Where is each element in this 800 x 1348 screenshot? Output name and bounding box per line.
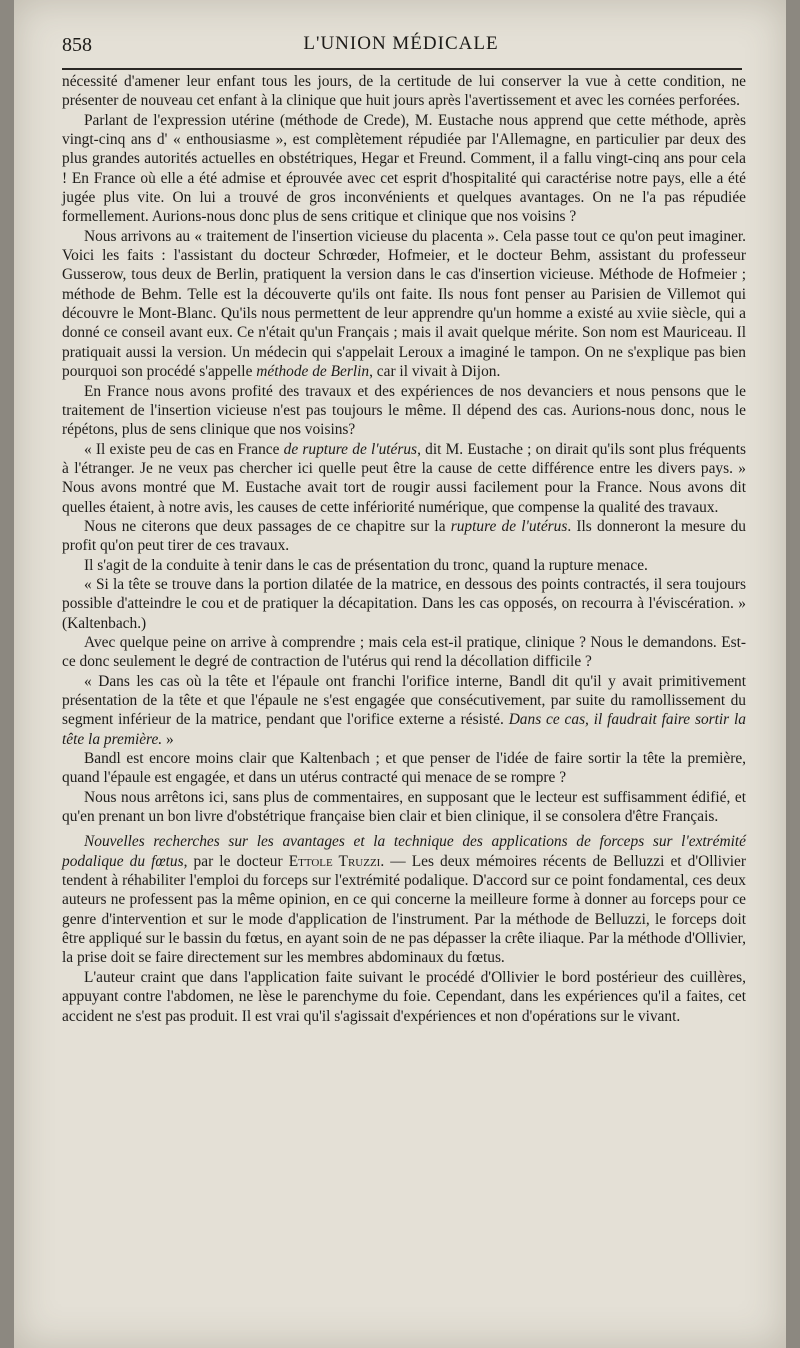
paragraph-14: L'auteur craint que dans l'application faite suivant le procédé d'Ollivier le bord postérieur des cuillères, appuyant contre l'abdomen, ne lèse le parenchyme du foie. Cependant, dans les expériences qu'il a faites, cet accident ne s'est pas produit. Il est vrai qu'il s'agissait d'expériences et non d'opérations sur le vivant. (62, 968, 746, 1025)
paragraph-8: « Si la tête se trouve dans la portion dilatée de la matrice, en dessous des points contractés, il sera toujours possible d'atteindre le cou et de pratiquer la décapitation. Dans les cas opposés, on recourra à l'éviscération. » (Kaltenbach.) (62, 575, 746, 632)
paragraph-1: nécessité d'amener leur enfant tous les jours, de la certitude de lui conserver la vue à cette condition, ne présenter de nouveau cet enfant à la clinique que huit jours après l'avertissement et avec les cornées perforées. (62, 73, 746, 110)
paragraph-6: Nous ne citerons que deux passages de ce chapitre sur la rupture de l'utérus. Ils donneront la mesure du profit qu'on peut tirer de ces travaux. (62, 517, 746, 555)
paragraph-11: Bandl est encore moins clair que Kaltenbach ; et que penser de l'idée de faire sortir la tête la première, quand l'épaule est engagée, et dans un utérus contracté qui menace de se rompre ? (62, 750, 746, 787)
page-number: 858 (62, 34, 92, 56)
paragraph-4: En France nous avons profité des travaux et des expériences de nos devanciers et nous pensons que le traitement de l'insertion vicieuse n'est pas toujours le même. Il dépend des cas. Aurions-nous donc, nous le répétons, plus de sens clinique que nos voisins? (62, 382, 746, 439)
paragraph-9: Avec quelque peine on arrive à comprendre ; mais cela est-il pratique, clinique ? Nous le demandons. Est-ce donc seulement le degré de contraction de l'utérus qui rend la décollation difficile ? (62, 633, 746, 671)
paragraph-2: Parlant de l'expression utérine (méthode de Crede), M. Eustache nous apprend que cette méthode, après vingt-cinq ans d' « enthousiasme », est complètement répudiée par l'Allemagne, en particulier par deux des plus grandes autorités actuelles en obstétriques, Hegar et Freund. Comment, il a fallu vingt-cinq ans pour cela ! En France où elle a été admise et éprouvée avec cet esprit d'hospitalité qui caractérise notre pays, elle a été jugée plus vite. On lui a trouvé de gros inconvénients et quelques avantages. On ne l'a pas répudiée formellement. Aurions-nous donc plus de sens critique et clinique que nos voisins ? (62, 111, 746, 226)
paragraph-5: « Il existe peu de cas en France de rupture de l'utérus, dit M. Eustache ; on dirait qu'ils sont plus fréquents à l'étranger. Je ne veux pas chercher ici quelle peut être la cause de cette différence entre les divers pays. » Nous avons montré que M. Eustache avait tort de rougir aussi facilement pour la France. Nous avons dit quelles étaient, à notre avis, les causes de cette infériorité numérique, que compense la qualité des travaux. (62, 440, 746, 516)
article-body (62, 72, 746, 1026)
paragraph-3: Nous arrivons au « traitement de l'insertion vicieuse du placenta ». Cela passe tout ce qu'on peut imaginer. Voici les faits : l'assistant du docteur Schrœder, Hofmeier, et le docteur Behm, assistant du professeur Gusserow, tous deux de Berlin, pratiquent la version dans le cas d'insertion vicieuse. Méthode de Hofmeier ; méthode de Behm. Telle est la découverte qu'ils ont faite. Ils nous font penser au Parisien de Villemot qui découvre le Mont-Blanc. Qu'ils nous permettent de leur apprendre qu'un homme a existé au xviie siècle, qui a donné ce conseil avant eux. Ce n'était qu'un Français ; mais il avait quelque mérite. Son nom est Mauriceau. Il pratiquait aussi la version. Un médecin qui s'appelait Leroux a imaginé le tampon. On ne s'explique pas bien pourquoi son procédé s'appelle méthode de Berlin, car il vivait à Dijon. (62, 227, 746, 381)
paragraph-13: Nouvelles recherches sur les avantages et la technique des applications de forceps sur l'extrémité podalique du fœtus, par le docteur Ettole Truzzi. — Les deux mémoires récents de Belluzzi et d'Ollivier tendent à réhabiliter l'emploi du forceps sur l'extrémité podalique. D'accord sur ce point fondamental, ces deux auteurs ne professent pas la même opinion, en ce qui concerne la meilleure forme à donner au forceps pour ce genre d'intervention et sur le mode d'application de l'instrument. Par la méthode de Belluzzi, le forceps doit être appliqué sur le bassin du fœtus, en ayant soin de ne pas dépasser la crête iliaque. Par la méthode d'Ollivier, la prise doit se faire directement sur les membres abdominaux du fœtus. (62, 833, 746, 967)
running-title: L'UNION MÉDICALE (303, 33, 499, 54)
header-rule (62, 68, 742, 70)
book-page (14, 0, 786, 1348)
paragraph-12: Nous nous arrêtons ici, sans plus de commentaires, en supposant que le lecteur est suffisamment édifié, et qu'en prenant un bon livre d'obstétrique française bien clair et bien clinique, il se consolera d'être Français. (62, 788, 746, 826)
paragraph-10: « Dans les cas où la tête et l'épaule ont franchi l'orifice interne, Bandl dit qu'il y avait primitivement présentation de la tête et que l'épaule ne s'est engagée que consécutivement, par suite du ramollissement du segment inférieur de la matrice, pendant que l'orifice externe a résisté. Dans ce cas, il faudrait faire sortir la tête la première. » (62, 672, 746, 748)
page-header (62, 30, 740, 64)
paragraph-7: Il s'agit de la conduite à tenir dans le cas de présentation du tronc, quand la rupture menace. (84, 556, 648, 574)
